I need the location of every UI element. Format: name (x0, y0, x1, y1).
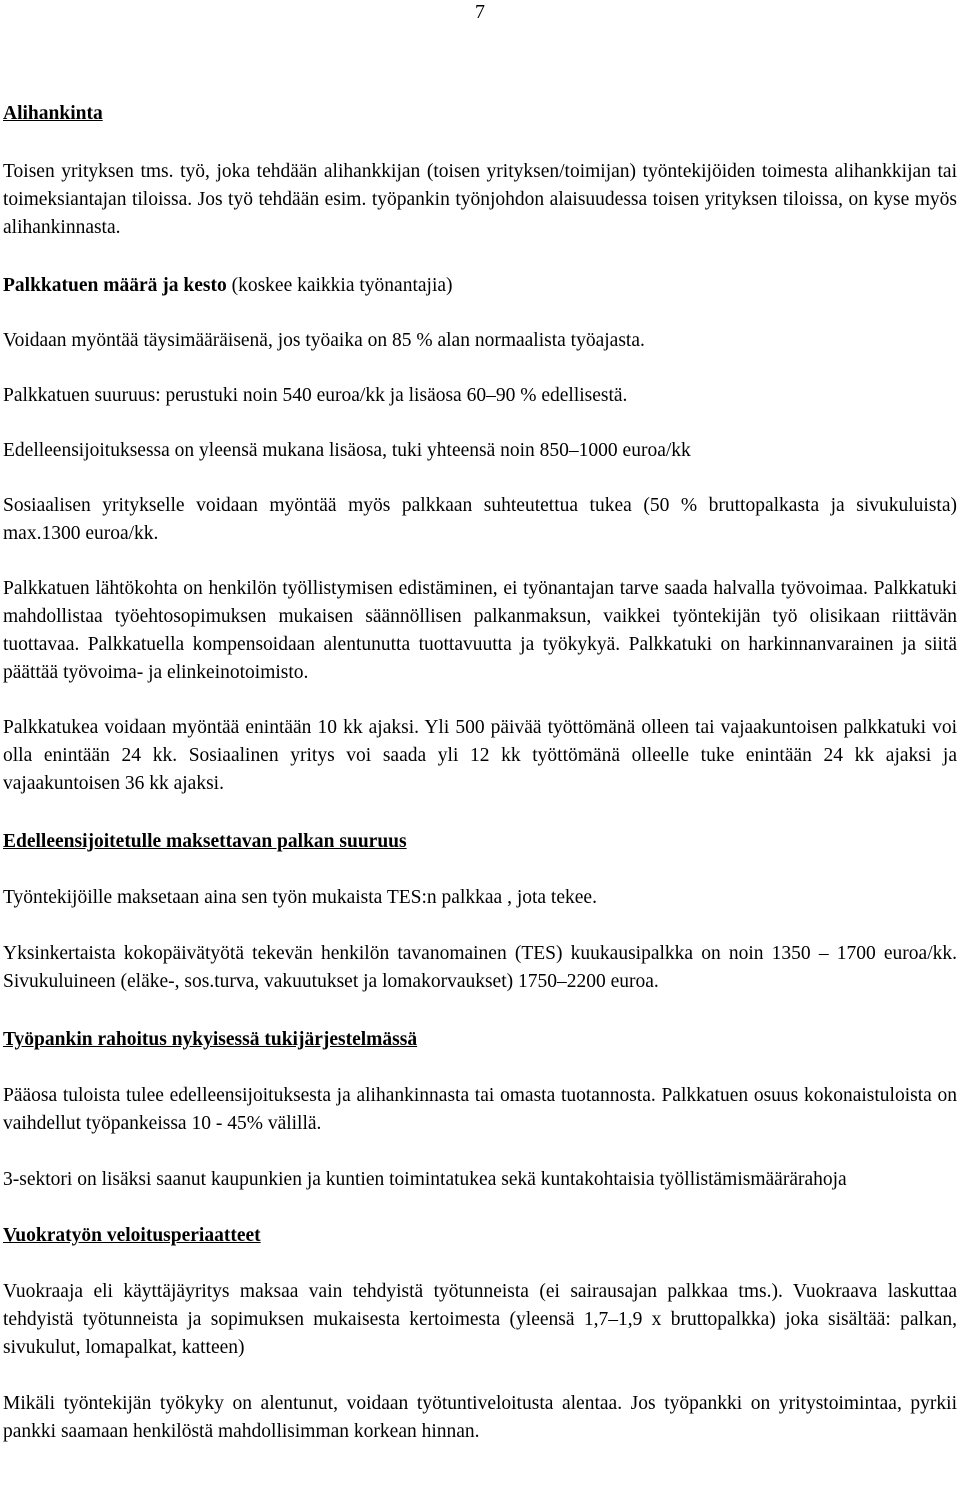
paragraph-vuokraaja: Vuokraaja eli käyttäjäyritys maksaa vain tehdyistä työtunneista (ei sairausajan palkkaa tms.). Vuokraava laskuttaa tehdyistä työtunneista ja sopimuksen mukaisesta kertoimesta (yleensä 1,7–1,9 x bruttopalkka) joka sisältää: palkan, sivukulut, lomapalkat, katteen) (3, 1281, 957, 1358)
paragraph-3-sektori: 3-sektori on lisäksi saanut kaupunkien ja kuntien toimintatukea sekä kuntakohtaisia työllistämismäärärahoja (3, 1169, 847, 1190)
paragraph-alihankinta-definition: Toisen yrityksen tms. työ, joka tehdään alihankkijan (toisen yrityksen/toimijan) työntekijöiden toimesta alihankkijan tai toimeksiantajan tiloissa. Jos työ tehdään esim. työpankin työnjohdon alaisuudessa toisen yrityksen tiloissa, on kyse myös alihankinnasta. (3, 161, 957, 238)
palkkatuki-bold-label: Palkkatuen määrä ja kesto (3, 275, 227, 296)
palkkatuki-note: (koskee kaikkia työnantajia) (226, 275, 453, 296)
paragraph-tyokyky: Mikäli työntekijän työkyky on alentunut, voidaan työtuntiveloitusta alentaa. Jos työpankki on yritystoimintaa, pyrkii pankki saamaan henkilöstä mahdollisimman korkean hinnan. (3, 1393, 957, 1442)
paragraph-edelleensijoitus: Edelleensijoituksessa on yleensä mukana lisäosa, tuki yhteensä noin 850–1000 euroa/kk (3, 440, 691, 461)
paragraph-taysimaarainen: Voidaan myöntää täysimääräisenä, jos työaika on 85 % alan normaalista työajasta. (3, 330, 645, 351)
paragraph-tes-palkka: Työntekijöille maksetaan aina sen työn mukaista TES:n palkkaa , jota tekee. (3, 887, 597, 908)
paragraph-kuukausipalkka: Yksinkertaista kokopäivätyötä tekevän henkilön tavanomainen (TES) kuukausipalkka on noin 1350 – 1700 euroa/kk. Sivukuluineen (eläke-, sos.turva, vakuutukset ja lomakorvaukset) 1750–2200 euroa. (3, 943, 957, 992)
paragraph-suuruus: Palkkatuen suuruus: perustuki noin 540 euroa/kk ja lisäosa 60–90 % edellisestä. (3, 385, 628, 406)
paragraph-palkkatuki-title (3, 272, 957, 300)
page-number: 7 (475, 1, 485, 23)
heading-rahoitus: Työpankin rahoitus nykyisessä tukijärjestelmässä (3, 1029, 418, 1050)
paragraph-kesto: Palkkatukea voidaan myöntää enintään 10 kk ajaksi. Yli 500 päivää työttömänä olleen tai vajaakuntoisen palkkatuki voi olla enintään 24 kk. Sosiaalinen yritys voi saada yli 12 kk työttömänä olleelle tuke enintään 24 kk ajaksi ja vajaakuntoisen 36 kk ajaksi. (3, 717, 957, 794)
document-body (3, 100, 957, 1446)
paragraph-tulot: Pääosa tuloista tulee edelleensijoituksesta ja alihankinnasta tai omasta tuotannosta. Palkkatuen osuus kokonaistuloista on vaihdellut työpankeissa 10 - 45% välillä. (3, 1085, 957, 1134)
heading-alihankinta: Alihankinta (3, 103, 103, 124)
paragraph-sosiaalinen-yritys: Sosiaalisen yritykselle voidaan myöntää myös palkkaan suhteutettua tukea (50 % bruttopalkasta ja sivukuluista) max.1300 euroa/kk. (3, 495, 957, 544)
heading-vuokratyo: Vuokratyön veloitusperiaatteet (3, 1225, 261, 1246)
paragraph-lahtokohta: Palkkatuen lähtökohta on henkilön työllistymisen edistäminen, ei työnantajan tarve saada halvalla työvoimaa. Palkkatuki mahdollistaa työehtosopimuksen mukaisen säännöllisen palkanmaksun, vaikkei työntekijän työ olisikaan riittävän tuottavaa. Palkkatuella kompensoidaan alentunutta tuottavuutta ja työkykyä. Palkkatuki on harkinnanvarainen ja siitä päättää työvoima- ja elinkeinotoimisto. (3, 578, 957, 683)
heading-palkan-suuruus: Edelleensijoitetulle maksettavan palkan suuruus (3, 831, 407, 852)
